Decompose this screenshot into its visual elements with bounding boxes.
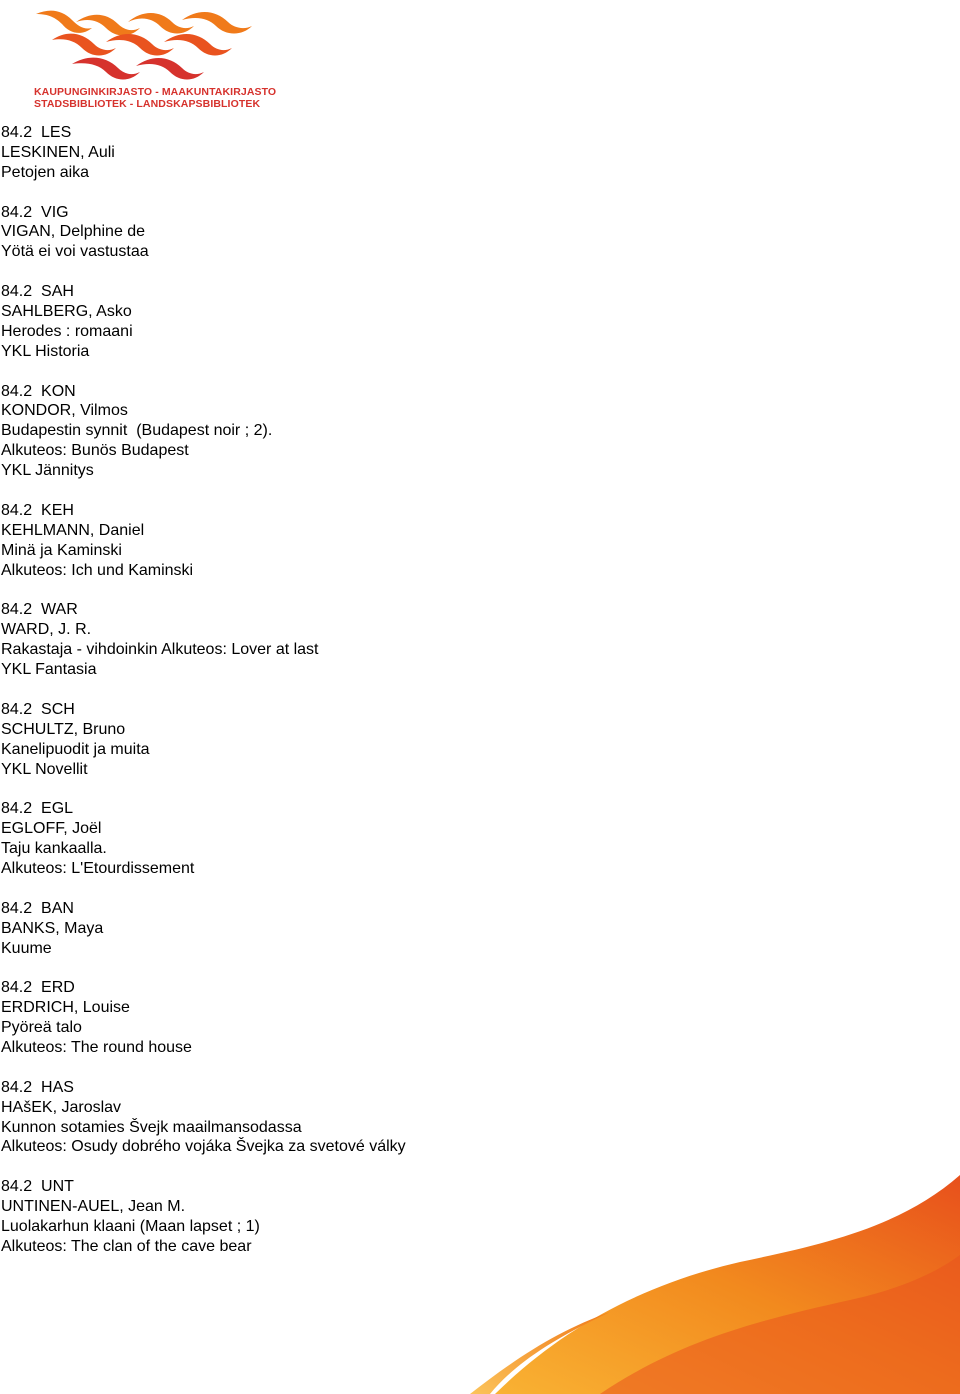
- entry-call-number: 84.2 LES: [1, 124, 72, 141]
- entry-call-number: 84.2 EGL: [1, 800, 74, 818]
- entry-note: Alkuteos: L'Etourdissement: [1, 859, 195, 877]
- book-entry: [1, 203, 901, 263]
- entry-note: Alkuteos: Bunös Budapest: [1, 442, 189, 460]
- entry-note: Alkuteos: The clan of the cave bear: [1, 1237, 252, 1255]
- book-entry: [1, 382, 901, 481]
- entry-note: YKL Novellit: [1, 760, 88, 778]
- entry-title: Herodes : romaani: [1, 322, 133, 340]
- entry-title: Yötä ei voi vastustaa: [1, 243, 149, 261]
- book-list: [1, 123, 901, 1277]
- entry-title: Kanelipuodit ja muita: [1, 740, 150, 758]
- book-entry: [1, 978, 901, 1058]
- entry-author: UNTINEN-AUEL, Jean M.: [1, 1198, 186, 1216]
- entry-author: BANKS, Maya: [1, 919, 104, 937]
- book-entry: [1, 1078, 901, 1158]
- entry-title: Minä ja Kaminski: [1, 541, 122, 559]
- entry-author: HAšEK, Jaroslav: [1, 1098, 122, 1116]
- entry-call-number: 84.2 HAS: [1, 1078, 74, 1096]
- entry-title: Kunnon sotamies Švejk maailmansodassa: [1, 1118, 302, 1136]
- entry-call-number: 84.2 UNT: [1, 1178, 74, 1196]
- entry-note: Alkuteos: Ich und Kaminski: [1, 561, 194, 579]
- entry-call-number: 84.2 SCH: [1, 700, 75, 718]
- library-logo: [32, 6, 277, 110]
- entry-author: WARD, J. R.: [1, 621, 92, 639]
- entry-author: KONDOR, Vilmos: [1, 402, 128, 420]
- entry-call-number: 84.2 KON: [1, 382, 76, 400]
- entry-note: YKL Historia: [1, 342, 90, 360]
- wave-logo-icon: [32, 6, 256, 86]
- logo-text-finnish: KAUPUNGINKIRJASTO - MAAKUNTAKIRJASTO: [34, 86, 277, 98]
- entry-author: SAHLBERG, Asko: [1, 303, 132, 321]
- entry-call-number: 84.2 KEH: [1, 501, 74, 519]
- entry-title: Pyöreä talo: [1, 1019, 82, 1037]
- entry-note: Alkuteos: The round house: [1, 1038, 192, 1056]
- entry-call-number: 84.2 ERD: [1, 979, 75, 997]
- book-entry: [1, 501, 901, 581]
- book-entry: [1, 123, 901, 183]
- entry-title: Rakastaja - vihdoinkin Alkuteos: Lover at last: [1, 641, 319, 659]
- entry-note: Alkuteos: Osudy dobrého vojáka Švejka za svetové války: [1, 1138, 406, 1156]
- book-entry: [1, 600, 901, 680]
- entry-call-number: 84.2 BAN: [1, 899, 74, 917]
- entry-author: ERDRICH, Louise: [1, 999, 130, 1017]
- logo-text-swedish: STADSBIBLIOTEK - LANDSKAPSBIBLIOTEK: [34, 98, 261, 110]
- entry-title: Taju kankaalla.: [1, 840, 107, 858]
- entry-note: YKL Jännitys: [1, 462, 94, 480]
- book-entry: [1, 1177, 901, 1257]
- entry-note: YKL Fantasia: [1, 661, 97, 679]
- book-entry: [1, 700, 901, 780]
- book-entry: [1, 899, 901, 959]
- entry-title: Petojen aika: [1, 163, 90, 181]
- entry-title: Luolakarhun klaani (Maan lapset ; 1): [1, 1217, 260, 1235]
- entry-title: Kuume: [1, 939, 52, 957]
- book-entry: [1, 282, 901, 362]
- entry-author: KEHLMANN, Daniel: [1, 521, 145, 539]
- entry-call-number: 84.2 VIG: [1, 203, 69, 221]
- entry-call-number: 84.2 SAH: [1, 283, 74, 301]
- entry-author: EGLOFF, Joël: [1, 820, 102, 838]
- entry-call-number: 84.2 WAR: [1, 601, 78, 619]
- entry-author: VIGAN, Delphine de: [1, 223, 146, 241]
- entry-author: SCHULTZ, Bruno: [1, 720, 126, 738]
- entry-title: Budapestin synnit (Budapest noir ; 2).: [1, 422, 273, 440]
- entry-author: LESKINEN, Auli: [1, 143, 115, 161]
- book-entry: [1, 799, 901, 879]
